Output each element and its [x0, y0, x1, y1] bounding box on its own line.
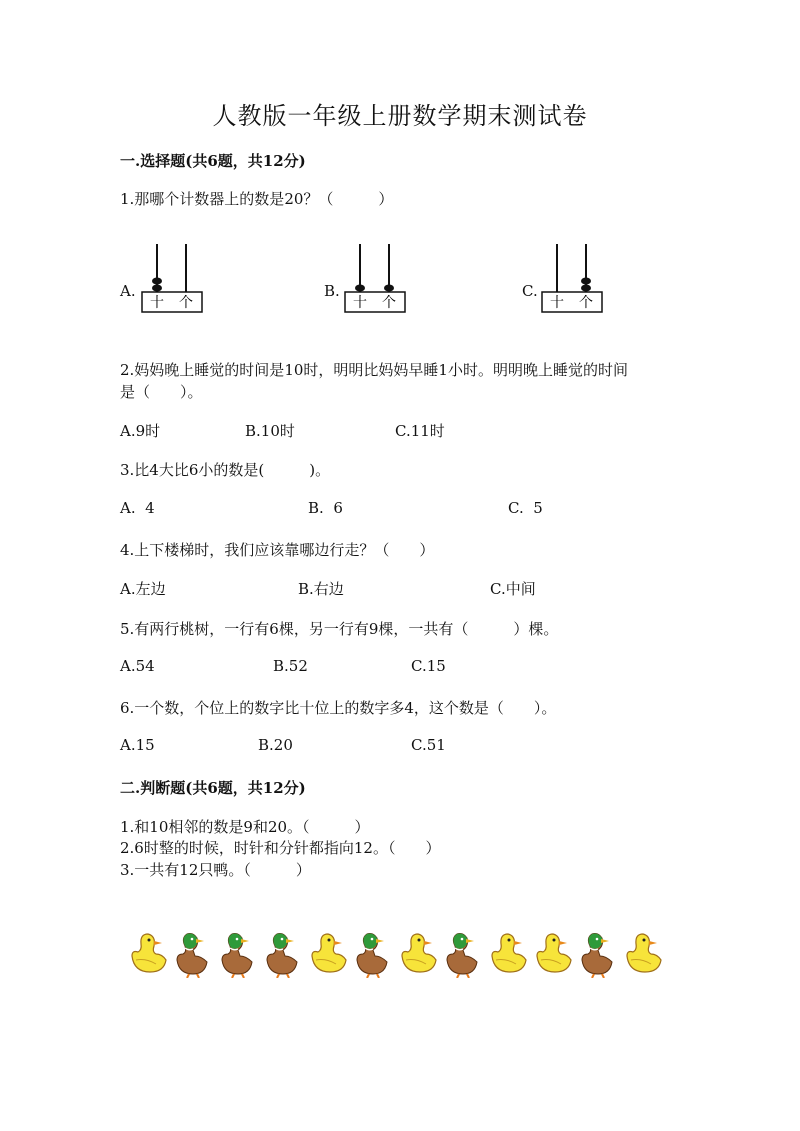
q1-option-b-label: B. [324, 282, 340, 300]
section2-heading: 二.判断题(共6题，共12分) [120, 779, 306, 797]
page-title: 人教版一年级上册数学期末测试卷 [212, 102, 588, 130]
abacus-b [343, 240, 409, 316]
q6-option-c: C.51 [411, 736, 446, 754]
q4-option-a: A.左边 [120, 580, 166, 598]
mallard-duck-icon [582, 934, 612, 979]
q3-option-b: B. 6 [308, 499, 343, 517]
judgement-1: 1.和10相邻的数是9和20。（ ） [120, 818, 370, 836]
yellow-duck-icon [537, 934, 571, 972]
judgement-2: 2.6时整的时候，时针和分针都指向12。（ ） [120, 839, 441, 857]
q6-option-a: A.15 [120, 736, 155, 754]
abacus-a-ones-label: 个 [179, 295, 193, 311]
q1-option-a-label: A. [120, 282, 136, 300]
q5-option-c: C.15 [411, 657, 446, 675]
duck-row [126, 928, 666, 978]
question-6: 6.一个数，个位上的数字比十位上的数字多4，这个数是（ ）。 [120, 699, 557, 717]
judgement-3: 3.一共有12只鸭。（ ） [120, 861, 311, 879]
question-2-line1: 2.妈妈晚上睡觉的时间是10时，明明比妈妈早睡1小时。明明晚上睡觉的时间 [120, 361, 628, 379]
section1-heading: 一.选择题(共6题，共12分) [120, 152, 306, 170]
question-1: 1.那哪个计数器上的数是20？（ ） [120, 190, 394, 208]
yellow-duck-icon [402, 934, 436, 972]
question-5: 5.有两行桃树，一行有6棵，另一行有9棵，一共有（ ）棵。 [120, 620, 559, 638]
question-3: 3.比4大比6小的数是( )。 [120, 461, 331, 479]
abacus-a [140, 240, 206, 316]
yellow-duck-icon [312, 934, 346, 972]
abacus-c [540, 240, 606, 316]
q6-option-b: B.20 [258, 736, 293, 754]
mallard-duck-icon [267, 934, 297, 979]
mallard-duck-icon [222, 934, 252, 979]
yellow-duck-icon [492, 934, 526, 972]
q3-option-c: C. 5 [508, 499, 543, 517]
mallard-duck-icon [177, 934, 207, 979]
question-2-line2: 是（ ）。 [120, 383, 203, 401]
abacus-b-tens-label: 十 [353, 295, 367, 311]
q1-option-c-label: C. [522, 282, 538, 300]
abacus-c-ones-label: 个 [579, 295, 593, 311]
q5-option-b: B.52 [273, 657, 308, 675]
mallard-duck-icon [357, 934, 387, 979]
question-4: 4.上下楼梯时，我们应该靠哪边行走？（ ） [120, 541, 435, 559]
q3-option-a: A. 4 [120, 499, 155, 517]
abacus-b-ones-label: 个 [382, 295, 396, 311]
q2-option-c: C.11时 [395, 422, 445, 440]
q4-option-c: C.中间 [490, 580, 536, 598]
abacus-a-tens-label: 十 [150, 295, 164, 311]
q2-option-a: A.9时 [120, 422, 161, 440]
yellow-duck-icon [132, 934, 166, 972]
yellow-duck-icon [627, 934, 661, 972]
q2-option-b: B.10时 [245, 422, 295, 440]
q5-option-a: A.54 [120, 657, 155, 675]
q4-option-b: B.右边 [298, 580, 344, 598]
abacus-c-tens-label: 十 [550, 295, 564, 311]
mallard-duck-icon [447, 934, 477, 979]
